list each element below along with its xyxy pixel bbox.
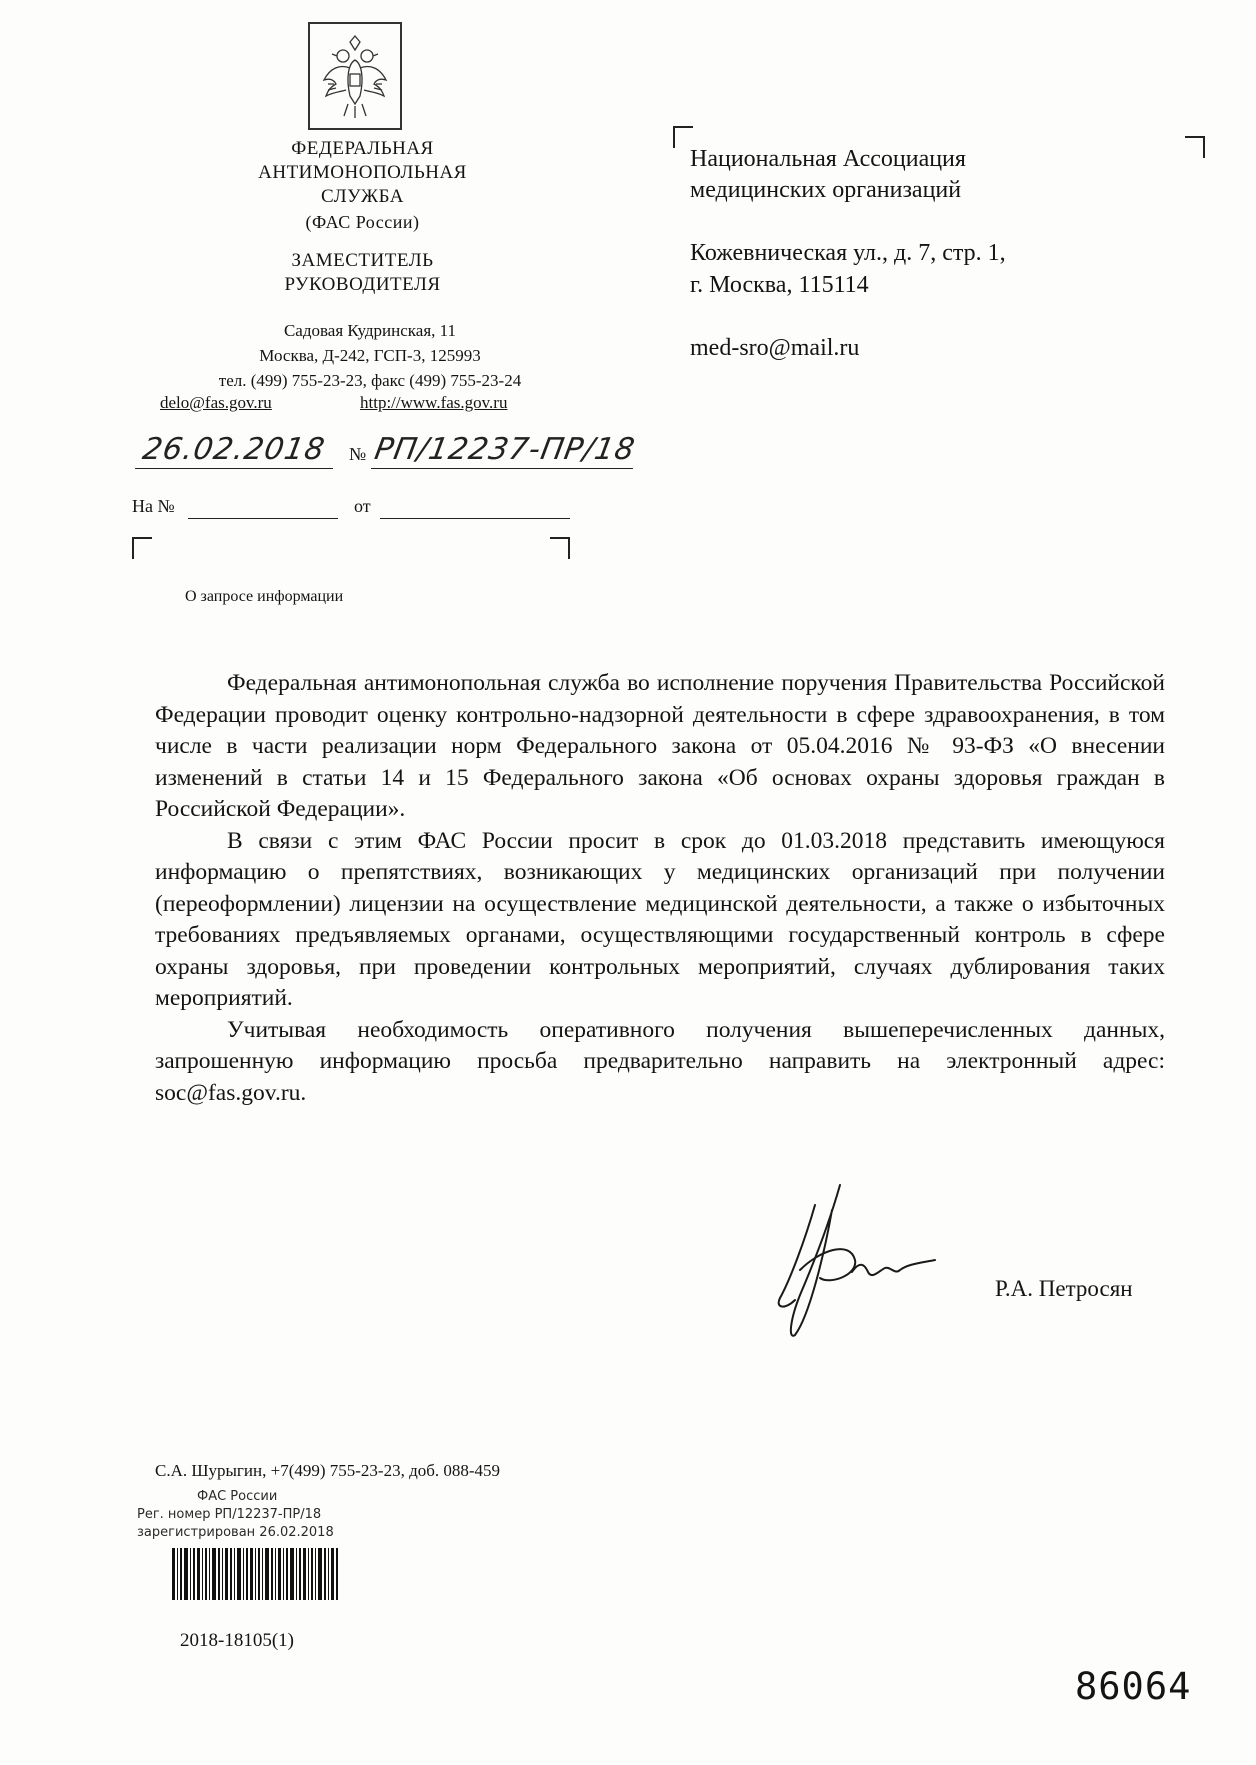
sender-org-line-3: СЛУЖБА: [321, 186, 404, 207]
sender-phone-fax: тел. (499) 755-23-23, факс (499) 755-23-24: [218, 371, 522, 390]
registration-date: 26.02.2018: [139, 432, 328, 467]
sender-position-line-2: РУКОВОДИТЕЛЯ: [284, 274, 441, 295]
subject-bracket-right: [550, 537, 570, 559]
stamp-line-1: ФАС России: [197, 1489, 278, 1504]
reference-row: [132, 496, 572, 522]
sender-org-short: (ФАС России): [305, 212, 420, 232]
letter-subject: О запросе информации: [185, 588, 344, 605]
reference-number-blank: [188, 518, 338, 519]
reference-date-label: от: [354, 496, 371, 516]
stamp-line-3: зарегистрирован 26.02.2018: [137, 1525, 334, 1540]
signer-name: Р.А. Петросян: [995, 1276, 1133, 1301]
sender-org-line-1: ФЕДЕРАЛЬНАЯ: [291, 138, 434, 159]
sender-address-line-1: Садовая Кудринская, 11: [283, 321, 457, 340]
page-stamp-number: 86064: [1075, 1665, 1192, 1708]
subject-bracket-left: [132, 537, 152, 559]
recipient-name-line-2: медицинских организаций: [690, 177, 962, 203]
recipient-address-line-2: г. Москва, 115114: [690, 272, 869, 298]
registration-line: [135, 430, 655, 470]
body-paragraph-3: Учитывая необходимость оперативного получения вышеперечисленных данных, запрошенную информацию просьба предварительно направить на электронный адрес: soc@fas.gov.ru.: [155, 1016, 1165, 1106]
document-number: 2018-18105(1): [180, 1630, 294, 1651]
reference-number-label: На №: [132, 496, 175, 516]
recipient-bracket-right: [1185, 136, 1205, 158]
body-paragraph-2: В связи с этим ФАС России просит в срок до 01.03.2018 представить имеющуюся информацию о препятствиях, возникающих у медицинских организаций при получении (переоформлении) лицензии на осуществление медицинской деятельности, а также о избыточных требованиях предъявляемых органами, осуществляющими государственный контроль в сфере охраны здоровья, при проведении контрольных мероприятий, случаях дублирования таких мероприятий.: [155, 827, 1165, 1011]
sender-links: [160, 393, 545, 413]
sender-position-line-1: ЗАМЕСТИТЕЛЬ: [291, 250, 434, 271]
stamp-line-2: Рег. номер РП/12237-ПР/18: [137, 1507, 322, 1522]
sender-org-line-2: АНТИМОНОПОЛЬНАЯ: [258, 162, 467, 183]
recipient-address-line-1: Кожевническая ул., д. 7, стр. 1,: [690, 240, 1006, 266]
sender-address-line-2: Москва, Д-242, ГСП-3, 125993: [259, 346, 481, 365]
registration-number-label: №: [349, 444, 367, 464]
reference-date-blank: [380, 518, 570, 519]
letter-body: [155, 668, 1165, 1109]
double-headed-eagle-icon: [310, 24, 400, 128]
sender-email-link[interactable]: delo@fas.gov.ru: [160, 393, 272, 412]
registration-number: РП/12237-ПР/18: [371, 432, 639, 467]
sender-website-link[interactable]: http://www.fas.gov.ru: [360, 393, 508, 412]
recipient-name-line-1: Национальная Ассоциация: [690, 146, 966, 172]
body-paragraph-1: Федеральная антимонопольная служба во исполнение поручения Правительства Российской Федерации проводит оценку контрольно-надзорной деятельности в сфере здравоохранения, в том числе в части реализации норм Федерального закона от 05.04.2016 № 93-ФЗ «О внесении изменений в статьи 14 и 15 Федерального закона «Об основах охраны здоровья граждан в Российской Федерации».: [155, 670, 1165, 822]
handwritten-signature: [770, 1180, 945, 1350]
executor-info: С.А. Шурыгин, +7(499) 755-23-23, доб. 088-459: [155, 1461, 501, 1480]
registration-stamp: [137, 1488, 387, 1542]
recipient-email: med-sro@mail.ru: [690, 335, 860, 361]
barcode: [170, 1548, 340, 1600]
coat-of-arms-emblem: [308, 22, 402, 130]
